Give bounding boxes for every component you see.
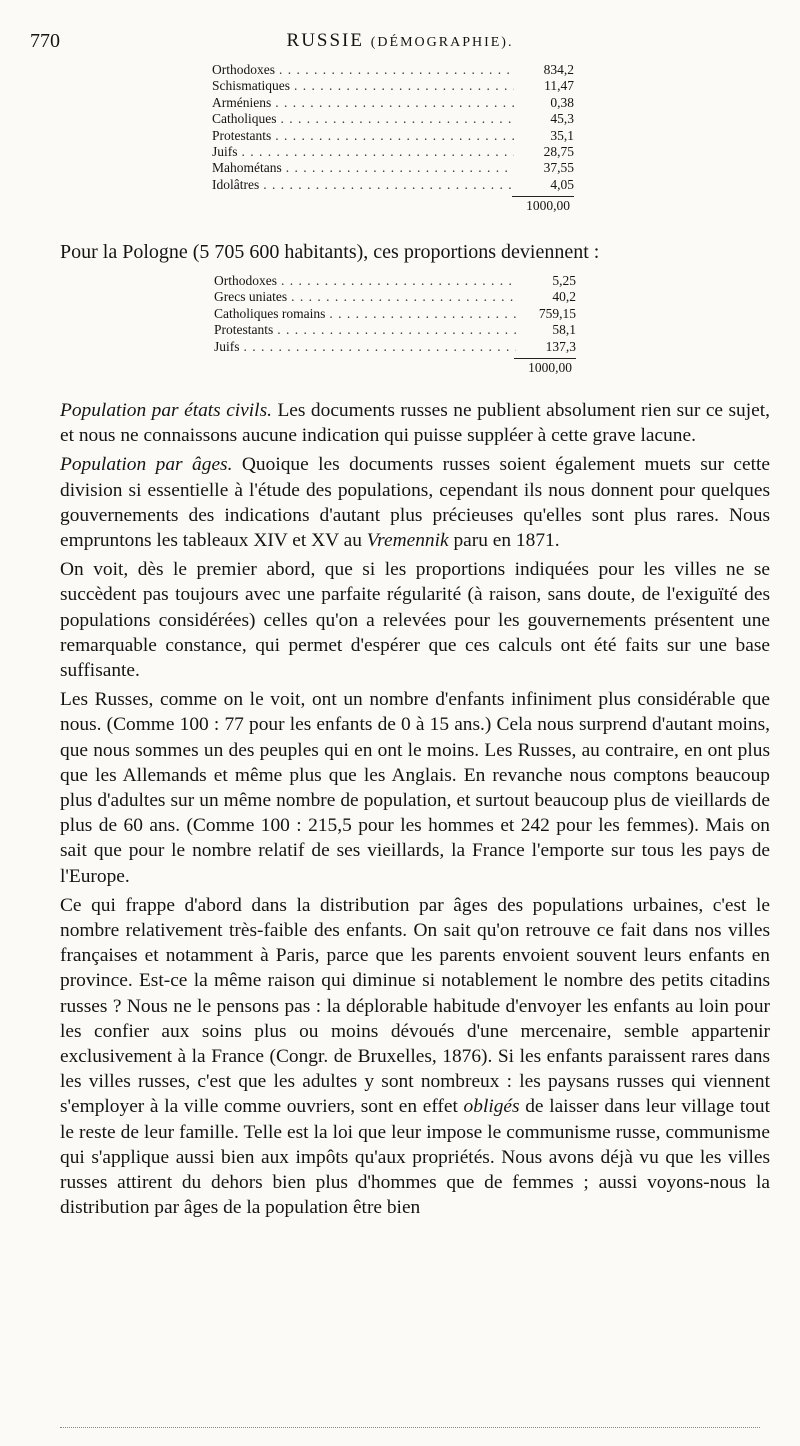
row-label: Catholiques <box>212 111 277 127</box>
table-row <box>214 289 576 305</box>
table-row <box>212 160 574 176</box>
paragraph-text: de laisser dans leur village tout le reste de leur famille. Telle est la loi que leur impose le communisme russe, communisme qui s'applique aussi bien aux impôts qu'aux propriétés. Nous avons déjà vu que les villes russes attirent du dehors bien plus d'hommes que de femmes ; aussi voyons-nous la distribution par âges de la population être bien <box>60 1096 770 1219</box>
section-title: Population par états civils. <box>60 400 272 421</box>
running-head-subtitle: (DÉMOGRAPHIE). <box>370 35 514 50</box>
religion-table-poland <box>214 273 576 376</box>
paragraph-etats-civils <box>60 398 770 448</box>
page-number: 770 <box>30 30 60 52</box>
table-row <box>214 273 576 289</box>
row-value: 58,1 <box>552 322 576 338</box>
paragraph-text: Les documents russes ne publient absolument rien sur ce sujet, et nous ne connaissons aucune indication qui puisse suppléer à cette grave lacune. <box>60 400 770 447</box>
row-label: Protestants <box>214 322 274 338</box>
row-label: Juifs <box>214 338 240 354</box>
row-value: 759,15 <box>538 305 576 321</box>
row-value: 0,38 <box>550 94 574 110</box>
row-label: Arméniens <box>212 94 272 110</box>
paragraph-enfants: Les Russes, comme on le voit, ont un nombre d'enfants infiniment plus considérable que nous. (Comme 100 : 77 pour les enfants de 0 à 15 ans.) Cela nous surprend d'autant moins, que nous sommes un des peuples qui en ont le moins. Les Russes, au contraire, en ont plus que les Allemands et même plus que les Anglais. En revanche nous comptons beaucoup plus d'adultes sur un même nombre de population, et surtout beaucoup plus de vieillards de plus de 60 ans. (Comme 100 : 215,5 pour les hommes et 242 pour les femmes). Mais on sait que pour le nombre relatif de ses vieillards, la France l'emporte sur tous les pays de l'Europe. <box>60 689 770 887</box>
row-value: 5,25 <box>552 273 576 288</box>
table-row <box>212 78 574 94</box>
row-label: Orthodoxes <box>212 62 275 77</box>
row-label: Idolâtres <box>212 176 260 192</box>
row-value: 137,3 <box>545 338 576 354</box>
footer-rule <box>60 1427 760 1428</box>
row-label: Orthodoxes <box>214 273 277 288</box>
row-label: Protestants <box>212 127 272 143</box>
paragraph-ages <box>60 452 770 553</box>
running-head-title: RUSSIE <box>286 30 364 51</box>
paragraph-text: Ce qui frappe d'abord dans la distribution par âges des populations urbaines, c'est le nombre relativement très-faible des enfants. On sait qu'on retrouve ce fait dans nos villes françaises et notamment à Paris, parce que les parents envoient souvent leurs enfants en province. Est-ce la même raison qui diminue si notablement le nombre des petits citadins russes ? Nous ne le pensons pas : la déplorable habitude d'envoyer les enfants au loin pour les confier aux soins plus ou moins dévoués d'une mercenaire, semble appartenir exclusivement à la France (Congr. de Bruxelles, 1876). Si les enfants paraissent rares dans les villes russes, c'est que les adultes y sont nombreux : les paysans russes qui viennent s'employer à la ville comme ouvriers, sont en effet <box>60 894 770 1118</box>
poland-intro: Pour la Pologne (5 705 600 habitants), ces proportions deviennent : <box>60 241 600 263</box>
running-head <box>0 30 800 52</box>
section-title: Population par âges. <box>60 454 233 476</box>
paragraph-text: paru en 1871. <box>448 530 560 552</box>
paragraph-urbaines <box>60 893 770 1221</box>
total-rule <box>514 358 576 359</box>
table-row <box>212 144 574 160</box>
row-value: 37,55 <box>543 160 574 176</box>
table-row <box>212 95 574 111</box>
table-total: 1000,00 <box>526 198 570 214</box>
table-row <box>212 62 574 78</box>
row-value: 4,05 <box>550 176 574 192</box>
table-row <box>212 177 574 193</box>
table-row <box>212 128 574 144</box>
table-total: 1000,00 <box>528 360 572 376</box>
religion-table-russia <box>212 62 574 215</box>
paragraph-proportions: On voit, dès le premier abord, que si les proportions indiquées pour les villes ne se succèdent pas toujours avec une parfaite régularité (à raison, sans doute, de l'exiguïté des populations considérées) celles qu'on a relevées pour les gouvernements présentent une remarquable constance, qui permet d'espérer que ces calculs ont été faits sur une base suffisante. <box>60 559 770 682</box>
emphasis: obligés <box>463 1096 520 1118</box>
row-value: 35,1 <box>550 127 574 143</box>
table-row <box>214 322 576 338</box>
row-label: Mahométans <box>212 160 282 176</box>
row-value: 45,3 <box>550 111 574 127</box>
page-header <box>0 30 800 56</box>
row-value: 28,75 <box>543 144 574 160</box>
total-rule <box>512 196 574 197</box>
row-label: Catholiques romains <box>214 305 326 321</box>
row-value: 834,2 <box>543 62 574 77</box>
row-label: Schismatiques <box>212 78 290 94</box>
publication-title: Vremennik <box>366 530 449 552</box>
table-row <box>214 339 576 355</box>
table-row <box>214 306 576 322</box>
body-text <box>60 398 770 1221</box>
table-row <box>212 111 574 127</box>
row-value: 40,2 <box>552 289 576 305</box>
paragraph-text: Quoique les documents russes soient également muets sur cette division si essentielle à l'étude des populations, cependant ils nous donnent pour quelques gouvernements des indications d'autant plus précieuses qu'elles sont plus rares. Nous empruntons les tableaux XIV et XV au <box>60 454 770 552</box>
row-value: 11,47 <box>544 78 574 94</box>
row-label: Juifs <box>212 144 238 160</box>
row-label: Grecs uniates <box>214 289 288 305</box>
